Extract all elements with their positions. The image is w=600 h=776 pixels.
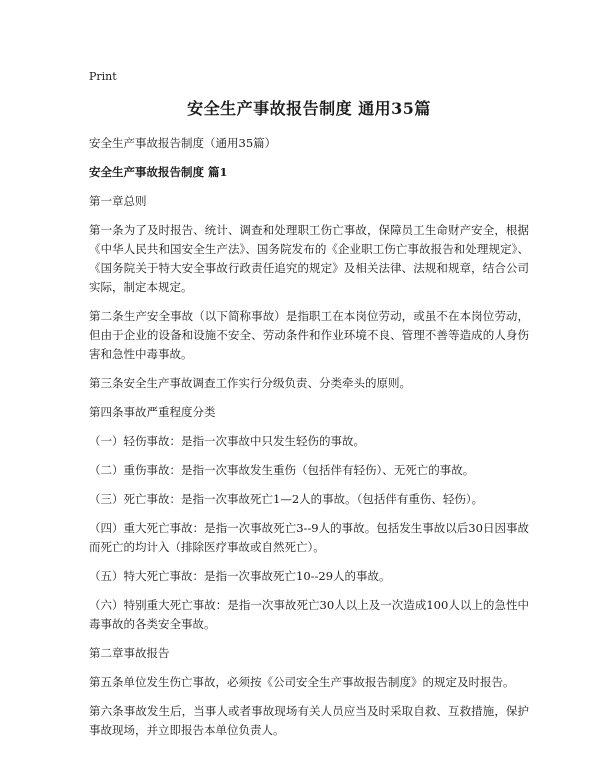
print-link[interactable]: Print — [89, 70, 117, 83]
chapter-heading: 第一章总则 — [89, 194, 147, 208]
article-paragraph: 第六条事故发生后，当事人或者事故现场有关人员应当及时采取自救、互救措施，保护事故现场，并立即报告本单位负责人。 — [89, 704, 529, 737]
document-title: 安全生产事故报告制度 通用35篇 — [187, 99, 431, 118]
list-item-paragraph: （六）特别重大死亡事故：是指一次事故死亡30人以上及一次造成100人以上的急性中毒事故的各类安全事故。 — [89, 598, 529, 631]
article-paragraph: 第五条单位发生伤亡事故，必须按《公司安全生产事故报告制度》的规定及时报告。 — [89, 675, 515, 689]
list-item-paragraph: （四）重大死亡事故：是指一次事故死亡3--9人的事故。包括发生事故以后30日因事故而死亡的均计入（排除医疗事故或自然死亡）。 — [89, 521, 529, 554]
list-item-paragraph: （二）重伤事故：是指一次事故发生重伤（包括伴有轻伤）、无死亡的事故。 — [89, 463, 475, 477]
article-paragraph: 第四条事故严重程度分类 — [89, 405, 216, 419]
list-item-paragraph: （一）轻伤事故：是指一次事故中只发生轻伤的事故。 — [89, 434, 365, 448]
chapter-heading: 第二章事故报告 — [89, 646, 170, 660]
subtitle-paragraph: 安全生产事故报告制度（通用35篇） — [89, 136, 277, 150]
article-paragraph: 第一条为了及时报告、统计、调查和处理职工伤亡事故，保障员工生命财产安全，根据《中华人民共和国安全生产法》、国务院发布的《企业职工伤亡事故报告和处理规定》、《国务院关于特大安全事故行政责任追究的规定》及相关法律、法规和规章，结合公司实际，制定本规定。 — [89, 223, 529, 294]
article-paragraph: 第二条生产安全事故（以下简称事故）是指职工在本岗位劳动，或虽不在本岗位劳动，但由于企业的设备和设施不安全、劳动条件和作业环境不良、管理不善等造成的人身伤害和急性中毒事故。 — [89, 309, 529, 361]
list-item-paragraph: （三）死亡事故：是指一次事故死亡1—2人的事故。（包括伴有重伤、轻伤）。 — [89, 492, 484, 506]
document-page — [89, 70, 529, 750]
article-paragraph: 第三条安全生产事故调查工作实行分级负责、分类牵头的原则。 — [89, 376, 411, 390]
list-item-paragraph: （五）特大死亡事故：是指一次事故死亡10--29人的事故。 — [89, 569, 391, 583]
section-heading: 安全生产事故报告制度 篇1 — [89, 165, 228, 179]
